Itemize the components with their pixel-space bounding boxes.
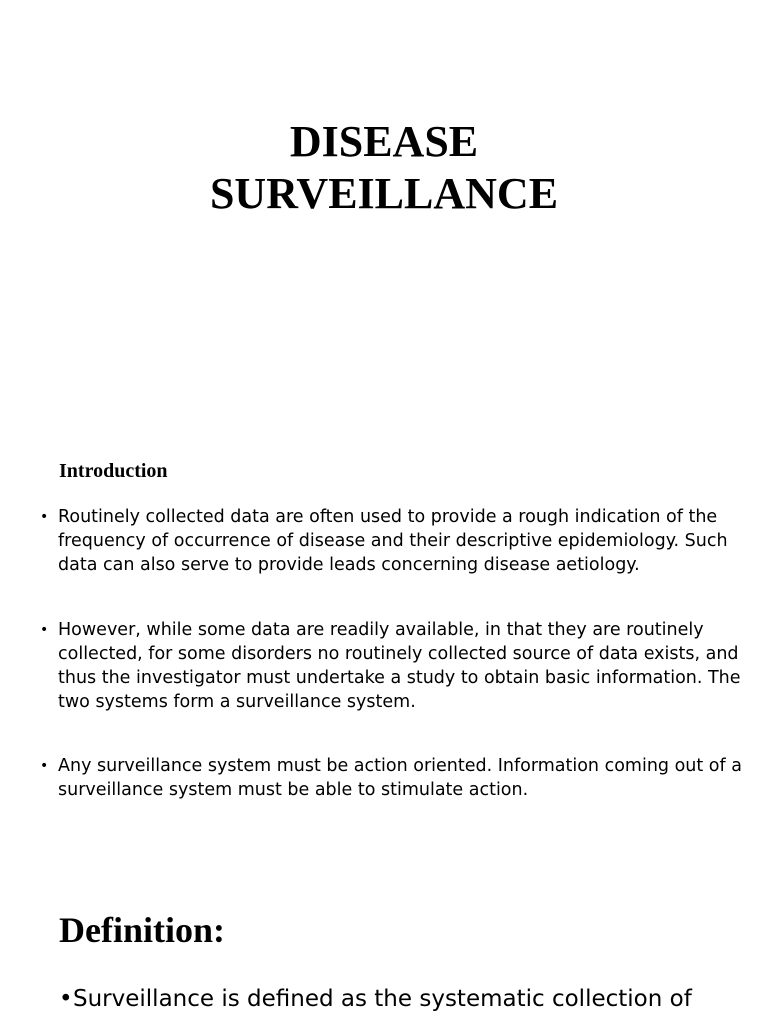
title-line-1: DISEASE xyxy=(289,117,479,166)
definition-text: Surveillance is defined as the systematic collection of xyxy=(73,986,692,1012)
introduction-bullet-2 xyxy=(40,618,750,714)
bullet-icon: • xyxy=(40,622,49,638)
title-line-2: SURVEILLANCE xyxy=(209,169,559,218)
introduction-bullet-1 xyxy=(40,505,750,577)
bullet-icon: • xyxy=(40,509,49,525)
bullet-icon: • xyxy=(40,758,49,774)
bullet-text: Routinely collected data are often used to provide a rough indication of the frequency of occurrence of disease and their descriptive epidemiology. Such data can also serve to provide leads concerning disease aetiology. xyxy=(58,507,728,575)
page-title xyxy=(0,116,768,220)
bullet-text: Any surveillance system must be action oriented. Information coming out of a surveillance system must be able to stimulate action. xyxy=(58,756,742,800)
bullet-text: However, while some data are readily available, in that they are routinely collected, for some disorders no routinely collected source of data exists, and thus the investigator must undertake a study to obtain basic information. The two systems form a surveillance system. xyxy=(58,620,741,712)
definition-bullet xyxy=(59,982,759,1016)
introduction-heading: Introduction xyxy=(59,460,168,482)
introduction-bullet-3 xyxy=(40,754,750,802)
bullet-icon: • xyxy=(59,986,73,1012)
definition-heading: Definition: xyxy=(59,910,225,950)
